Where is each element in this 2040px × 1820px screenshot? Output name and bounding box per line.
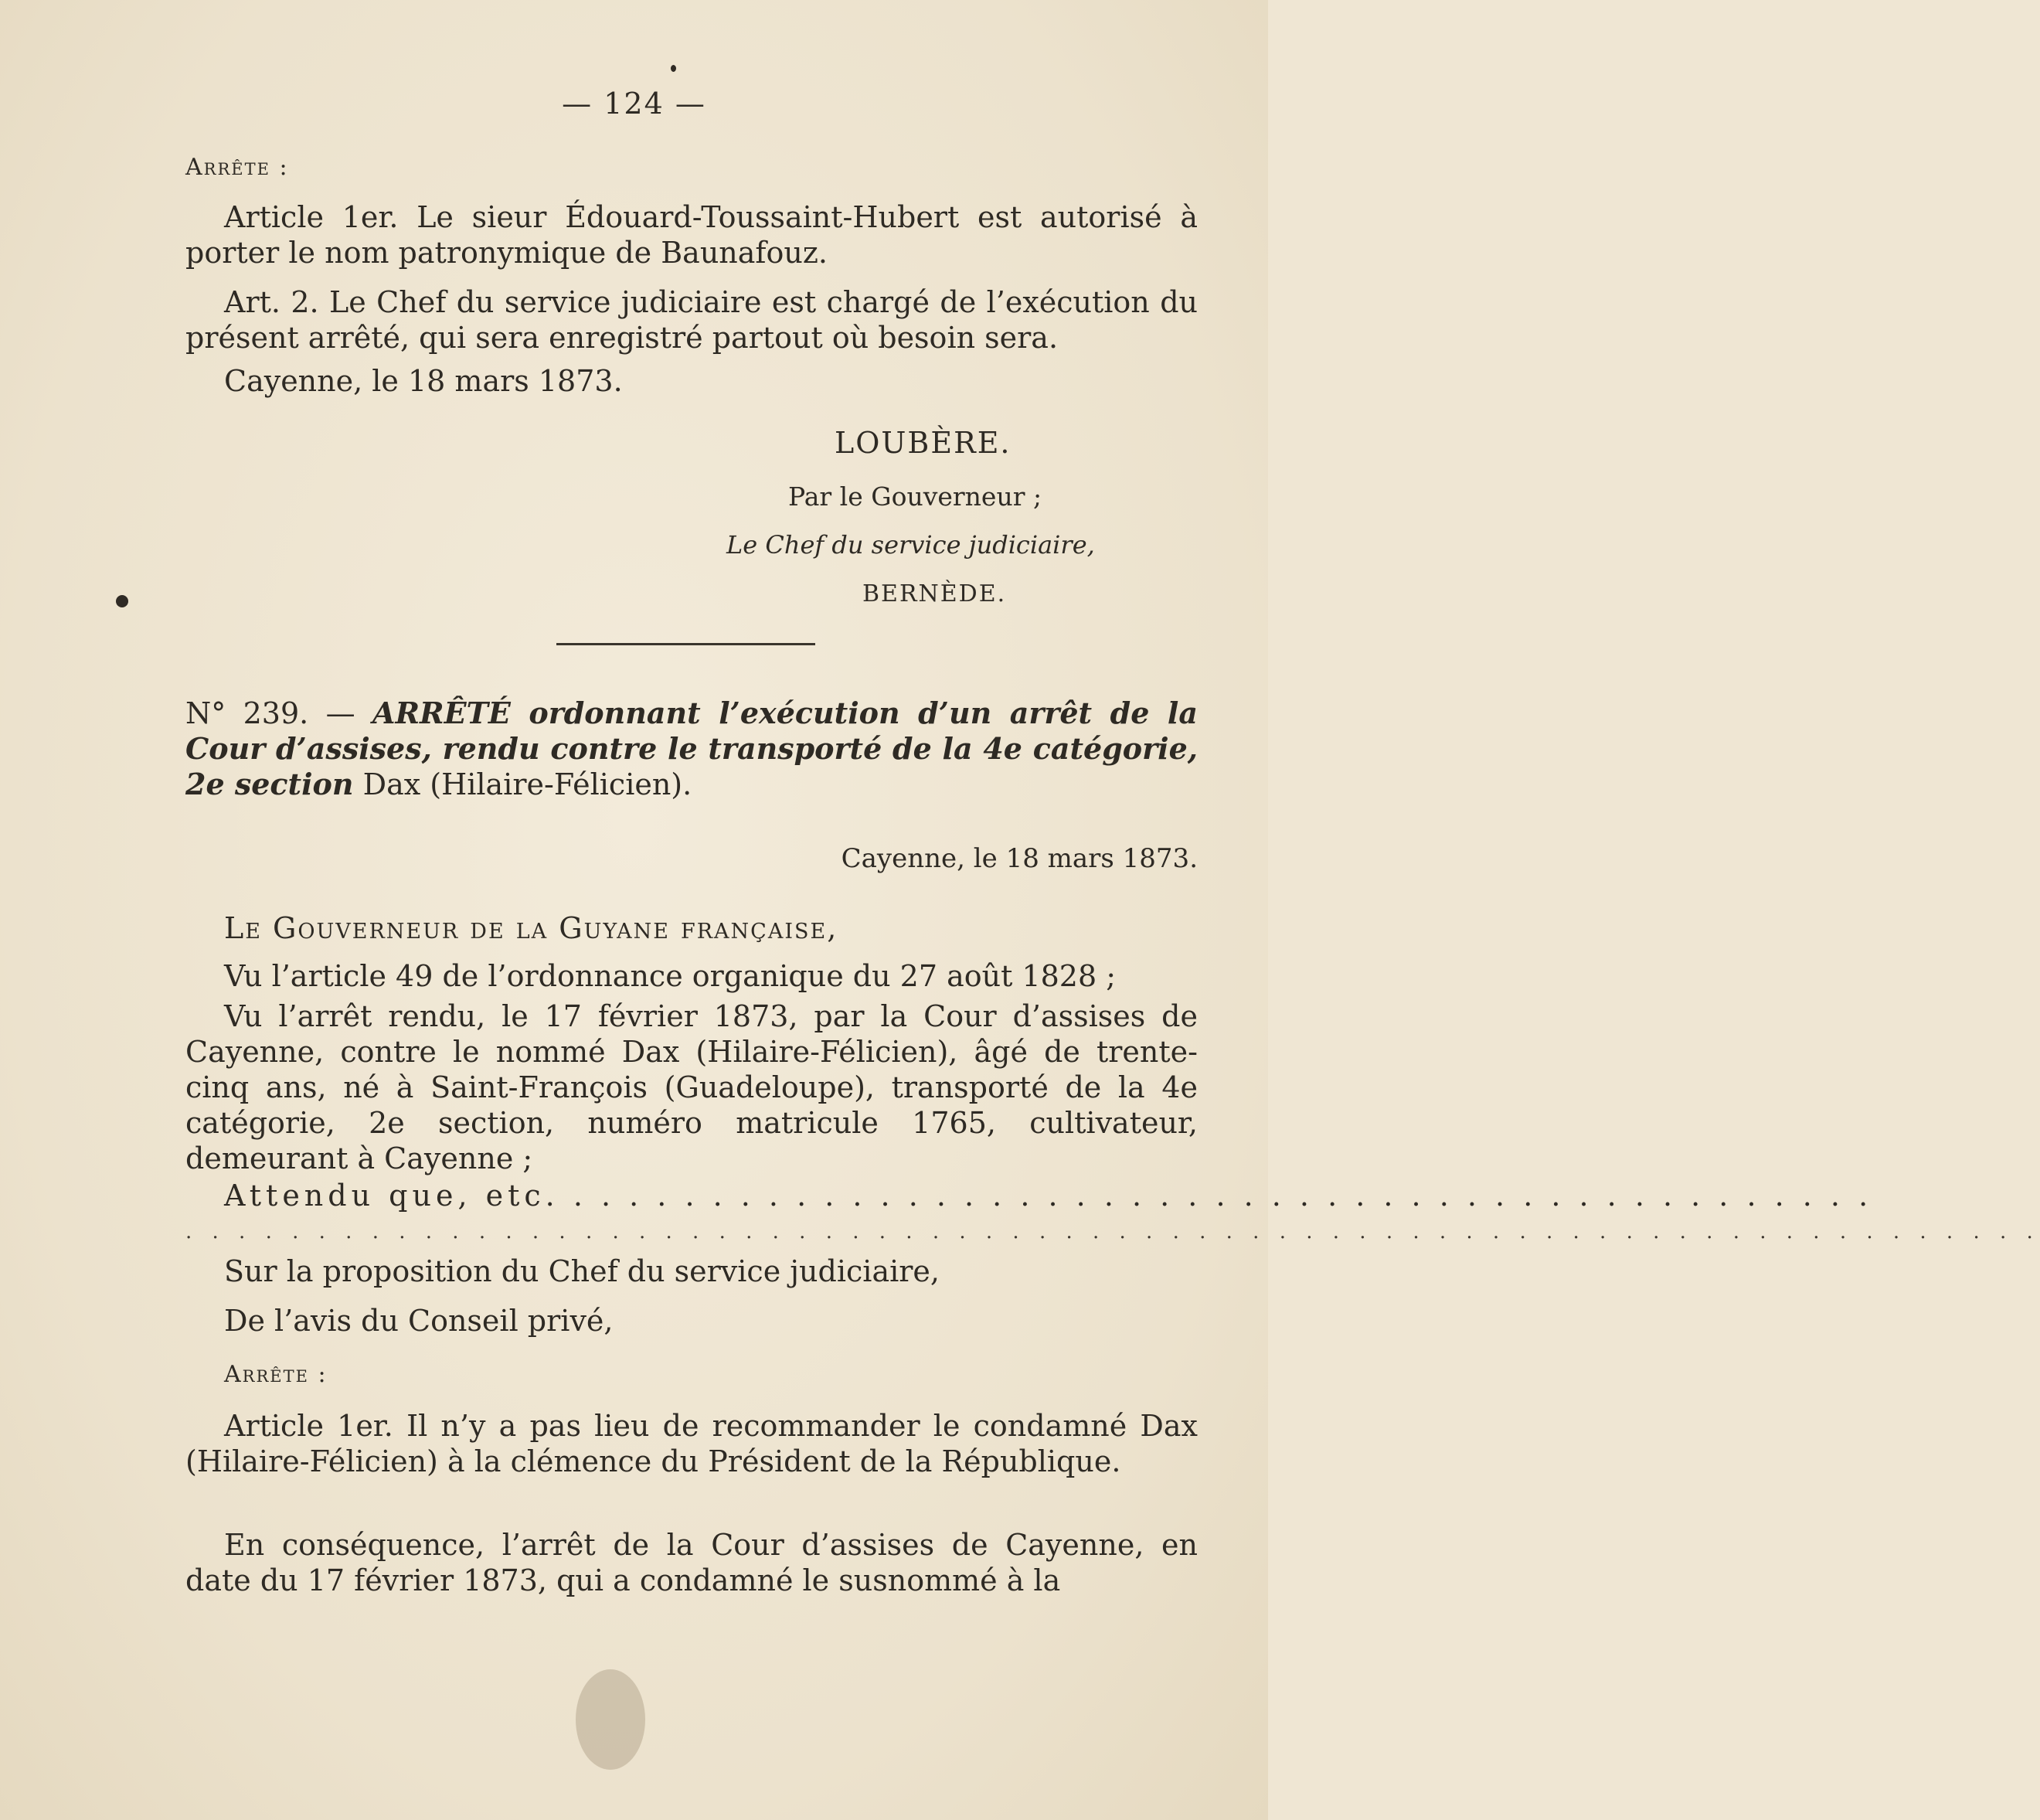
omission-dot-line: . . . . . . . . . . . . . . . . . . . . . . . . . . . . . . . . . . . . . . . . . . . . . . . . . . . . . . . . . . . . . . . . . . . . . . [185,1220,2040,1243]
attendu-line: Attendu que, etc. . . . . . . . . . . . . . . . . . . . . . . . . . . . . . . . . . . . . . . . . . . . . . . . [224,1179,1873,1213]
ink-speck [116,595,128,607]
paper-stain [576,1669,645,1770]
section-separator [556,643,815,645]
place-date-1: Cayenne, le 18 mars 1873. [224,364,623,398]
par-le-gouverneur: Par le Gouverneur ; [788,481,1042,512]
chef-du-service: Le Chef du service judiciaire, [726,530,1095,560]
proposition-line: Sur la proposition du Chef du service judiciaire, [224,1254,940,1288]
arrete-heading-2: Arrête : [224,1361,328,1388]
vu-arret: Vu l’arrêt rendu, le 17 février 1873, par la Cour d’assises de Cayenne, contre le nommé Dax (Hilaire-Félicien), âgé de trente-cinq ans, né à Saint-François (Guadeloupe), transporté de la 4e catégorie, 2e section, numéro matricule 1765, cultivateur, demeurant à Cayenne ; [185,999,1198,1175]
avis-line: De l’avis du Conseil privé, [224,1304,614,1338]
decree-subject: Dax (Hilaire-Félicien). [362,767,692,801]
article-2-first: Art. 2. Le Chef du service judiciaire est chargé de l’exécution du présent arrêté, qui sera enregistré partout où besoin sera. [185,285,1198,355]
signature-bernede: BERNÈDE. [862,580,1007,607]
arrete-heading-1: Arrête : [185,154,289,181]
article-1-second: Article 1er. Il n’y a pas lieu de recommander le condamné Dax (Hilaire-Félicien) à la clémence du Président de la République. [185,1409,1198,1478]
ink-speck [671,65,676,72]
decree-header [185,696,1198,802]
attendu-text: Attendu que, etc. [224,1179,559,1213]
vu-article: Vu l’article 49 de l’ordonnance organique du 27 août 1828 ; [224,959,1117,993]
governor-text: Le Gouverneur de la Guyane française, [224,911,838,945]
page-number: — 124 — [562,87,706,121]
decree-number: N° 239. — [185,696,355,730]
decree-title: ARRÊTÉ ordonnant l’exécution d’un arrêt de la Cour d’assises, rendu contre le transporté de la 4e catégorie, 2e section [185,696,1198,801]
signature-loubere: LOUBÈRE. [835,426,1012,460]
place-date-2: Cayenne, le 18 mars 1873. [841,843,1198,874]
governor-line [185,910,1198,946]
consequence-paragraph: En conséquence, l’arrêt de la Cour d’assises de Cayenne, en date du 17 février 1873, qui a condamné le susnommé à la [185,1528,1198,1597]
article-1-first: Article 1er. Le sieur Édouard-Toussaint-Hubert est autorisé à porter le nom patronymique de Baunafouz. [185,200,1198,270]
